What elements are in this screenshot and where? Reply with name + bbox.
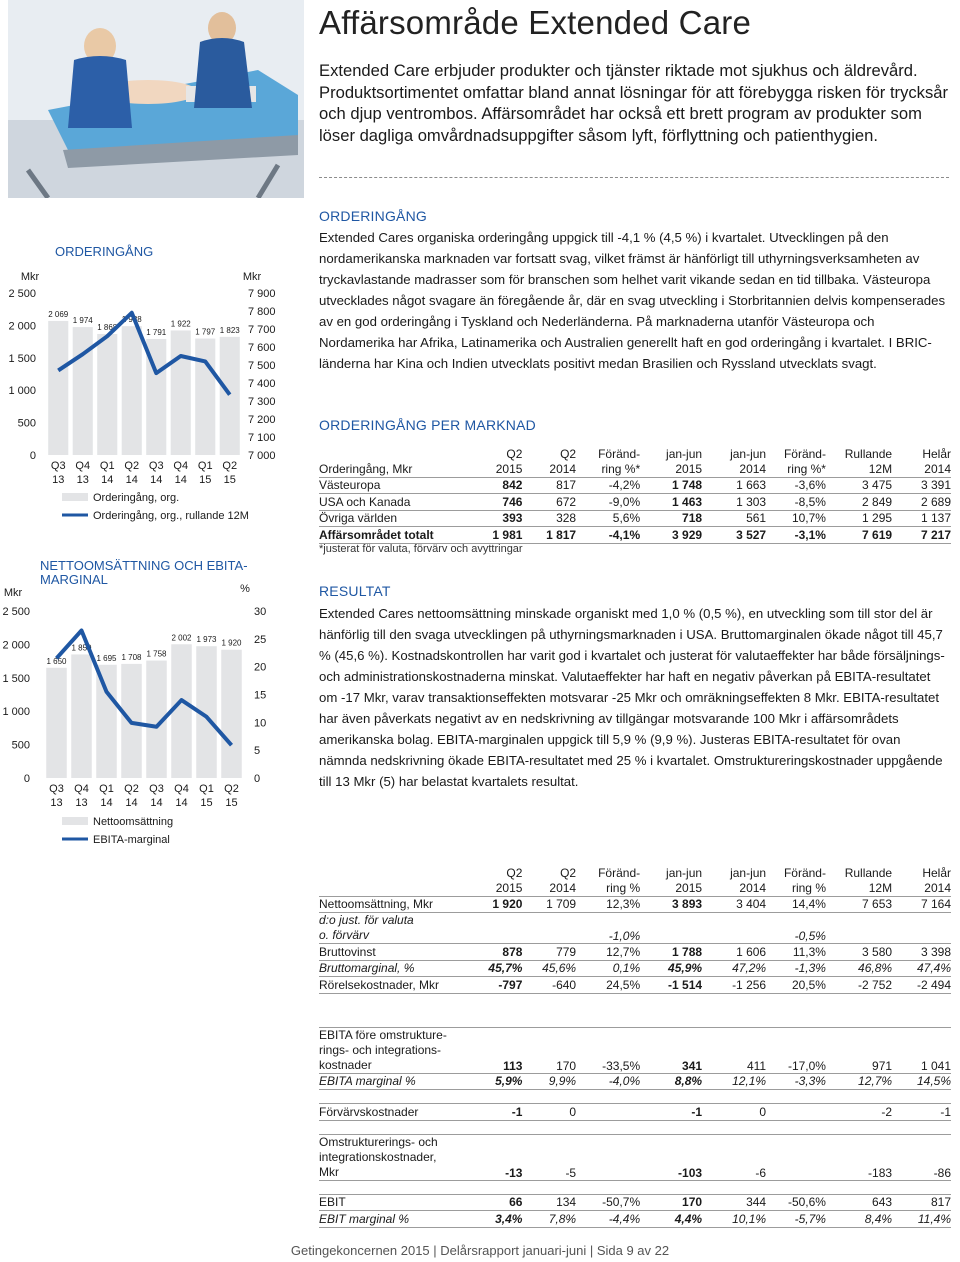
result-header-cell: Föränd- ring % [576,862,640,896]
chart2-bar-label: 1 758 [146,649,167,659]
result-cell [576,1104,640,1121]
market-cell: 2 849 [826,494,892,511]
chart1-bar [171,330,191,455]
chart1-xtick-quarter: Q1 [197,460,213,472]
market-header-cell: Helår 2014 [892,443,951,477]
result-cell: -103 [640,1134,702,1180]
result-cell: 3 404 [702,896,766,913]
market-cell: 842 [474,477,523,494]
result-cell: 1 709 [522,896,576,913]
result-cell: EBIT [319,1194,474,1211]
market-cell: 393 [474,510,523,527]
market-total-cell: 7 217 [892,527,951,544]
chart1-bar [220,337,240,455]
result-cell: 0 [702,1104,766,1121]
result-cell: 170 [640,1194,702,1211]
chart1-bar [48,321,68,455]
result-cell: Bruttomarginal, % [319,960,474,977]
chart1-bar-label: 1 791 [146,327,167,337]
market-total-cell: -4,1% [576,527,640,544]
chart2-ytick: 2 000 [2,639,30,652]
market-total-cell: -3,1% [766,527,826,544]
market-cell: 2 689 [892,494,951,511]
result-cell: -3,3% [766,1073,826,1090]
chart2-bar [171,644,192,778]
result-row [319,1194,951,1211]
chart2-xtick-quarter: Q3 [49,783,64,795]
result-cell: 45,9% [640,960,702,977]
chart2-xtick-year: 14 [100,797,113,809]
result-row [319,913,951,944]
result-cell: 817 [892,1194,951,1211]
chart2-legend-bar-swatch [62,817,88,825]
chart1-bar [195,339,215,455]
result-heading: RESULTAT [319,583,391,599]
result-cell: 878 [474,944,523,961]
chart1-ytick: 0 [29,450,36,462]
chart2-ytick: 1 500 [2,672,30,685]
result-cell: -1,3% [766,960,826,977]
market-cell: 746 [474,494,523,511]
chart1-title: ORDERINGÅNG [55,244,154,259]
market-header-cell: jan-jun 2015 [640,443,702,477]
chart1-legend-line-label: Orderingång, org., rullande 12M [93,510,249,522]
chart1-left-axis-title: Mkr [20,271,40,283]
chart1-ytick: 500 [17,417,36,430]
chart2-bar-label: 2 002 [171,633,192,643]
market-header-cell: Föränd- ring %* [766,443,826,477]
result-cell: 3 580 [826,944,892,961]
chart1-xtick-quarter: Q3 [148,460,164,472]
market-cell: 1 463 [640,494,702,511]
chart2-bar-label: 1 650 [46,656,67,666]
chart2-bar-label: 1 973 [196,635,217,645]
result-cell: 12,1% [702,1073,766,1090]
market-cell: 328 [522,510,576,527]
result-row [319,944,951,961]
result-cell: -33,5% [576,1027,640,1073]
chart1-ytick: 1 000 [8,385,36,398]
market-table-header [319,443,951,477]
result-cell: -1 [474,1104,523,1121]
result-cell: 3 893 [640,896,702,913]
chart1-bar-label: 1 823 [219,325,240,335]
market-total-cell: 1 817 [522,527,576,544]
result-table [319,862,951,1228]
market-header-cell: Rullande 12M [826,443,892,477]
result-cell: 4,4% [640,1211,702,1228]
orders-chart [0,236,300,566]
market-header-cell: jan-jun 2014 [702,443,766,477]
result-cell: Bruttovinst [319,944,474,961]
result-cell: 45,6% [522,960,576,977]
result-cell: EBIT marginal % [319,1211,474,1228]
market-total-cell: 1 981 [474,527,523,544]
chart2-y2tick: 15 [254,689,267,702]
result-cell: 643 [826,1194,892,1211]
result-row [319,1134,951,1180]
result-header-cell: Q2 2015 [474,862,523,896]
result-cell: 1 788 [640,944,702,961]
orders-text: Extended Cares organiska orderingång uppgick till -4,1 % (4,5 %) i kvartalet. Utvecklingen på den nordamerikanska marknaden var fortsatt svag, vilket främst är hänförligt till uthyrningsverksamheten av tryckavlastande madrasser som för branschen som helhet varit vikande sedan en tid tillbaka. Västeuropa utvecklades något svagare än föregående år, där en svag utveckling i Storbritannien delvis kompenserades av en god orderingång i Tyskland och Nederländerna. På marknaderna utanför Västeuropa och Nordamerika har Afrika, Latinamerika och Australien generellt haft en god orderingång i kvartalet. I BRIC-länderna har Kina och Indien utvecklats positivt medan Brasilien och Ryssland utvecklats svagt. [319,230,946,371]
result-cell: 7 164 [892,896,951,913]
chart1-y2tick: 7 200 [248,414,276,426]
result-cell: Nettoomsättning, Mkr [319,896,474,913]
result-cell [766,1104,826,1121]
chart2-y2tick: 5 [254,745,261,758]
result-cell: 5,9% [474,1073,523,1090]
chart1-xtick-year: 15 [223,474,236,486]
chart2-title-line1: NETTOOMSÄTTNING OCH EBITA- [40,558,248,573]
result-cell: 14,5% [892,1073,951,1090]
chart2-xtick-year: 14 [125,797,138,809]
result-row [319,1073,951,1090]
result-cell: 971 [826,1027,892,1073]
chart1-ytick: 2 500 [8,288,36,300]
result-cell: 47,2% [702,960,766,977]
chart1-bar-label: 1 868 [97,322,118,332]
result-row [319,896,951,913]
chart1-bar-label: 1 974 [72,316,93,326]
market-header-cell: Orderingång, Mkr [319,443,474,477]
result-cell: -1 [640,1104,702,1121]
market-cell: 5,6% [576,510,640,527]
chart1-bar [73,327,93,455]
market-row [319,494,951,511]
chart2-title-line2: MARGINAL [40,572,108,587]
market-cell: Västeuropa [319,477,474,494]
result-cell: 7,8% [522,1211,576,1228]
result-cell: Omstrukturerings- och integrationskostnader, Mkr [319,1134,474,1180]
chart2-y2tick: 30 [254,606,267,618]
result-cell: -0,5% [766,913,826,944]
chart1-bar-label: 1 922 [170,319,191,329]
result-cell: -183 [826,1134,892,1180]
market-table [319,443,951,544]
result-cell: 12,7% [826,1073,892,1090]
page-title: Affärsområde Extended Care [319,4,751,41]
result-cell: 9,9% [522,1073,576,1090]
result-row [319,960,951,977]
market-total-cell: 3 527 [702,527,766,544]
result-cell: 24,5% [576,977,640,994]
result-cell: -50,7% [576,1194,640,1211]
chart1-legend-bar-label: Orderingång, org. [93,492,180,504]
chart2-bar-label: 1 920 [221,638,242,648]
chart2-ytick: 500 [11,739,30,752]
result-cell: -4,4% [576,1211,640,1228]
result-cell [826,913,892,944]
chart1-bar-label: 1 988 [121,315,142,325]
result-header-cell: jan-jun 2014 [702,862,766,896]
chart2-xtick-year: 14 [175,797,188,809]
market-cell: 1 663 [702,477,766,494]
chart1-y2tick: 7 900 [248,288,276,300]
result-cell: -1,0% [576,913,640,944]
result-table-header [319,862,951,896]
chart2-xtick-quarter: Q1 [199,783,214,795]
chart2-bar-label: 1 708 [121,652,142,662]
result-cell [892,913,951,944]
result-header-cell: Föränd- ring % [766,862,826,896]
market-header-cell: Föränd- ring %* [576,443,640,477]
result-cell: 47,4% [892,960,951,977]
result-cell [766,1134,826,1180]
result-cell: 14,4% [766,896,826,913]
result-cell: -5 [522,1134,576,1180]
result-cell: 3 398 [892,944,951,961]
chart2-xtick-quarter: Q4 [74,783,89,795]
chart1-y2tick: 7 400 [248,378,276,390]
intro-paragraph: Extended Care erbjuder produkter och tjänster riktade mot sjukhus och äldrevård. Produktsortimentet omfattar bland annat lösningar för att förebygga risken för trycksår och djup ventrombos. Affärsområdet har också ett brett program av produkter som löser dagliga omvårdnadsuppgifter såsom lyft, förflyttning och patienthygien. [319,61,949,145]
result-row [319,1104,951,1121]
result-header-cell [319,862,474,896]
market-total-row [319,527,951,544]
market-cell: 10,7% [766,510,826,527]
chart1-right-axis-title: Mkr [242,271,262,283]
chart2-right-axis-title: % [240,583,250,595]
market-cell: 718 [640,510,702,527]
market-header-cell: Q2 2015 [474,443,523,477]
result-cell: 66 [474,1194,523,1211]
result-cell: -6 [702,1134,766,1180]
chart2-xtick-year: 15 [225,797,238,809]
chart2-bar [221,650,242,778]
sales-ebita-chart [0,556,300,856]
chart1-xtick-year: 15 [199,474,212,486]
chart2-legend-line-label: EBITA-marginal [93,834,170,846]
result-cell: -17,0% [766,1027,826,1073]
result-header-cell: Helår 2014 [892,862,951,896]
result-cell: -2 [826,1104,892,1121]
chart2-xtick-quarter: Q2 [224,783,239,795]
result-header-cell: Rullande 12M [826,862,892,896]
chart2-xtick-quarter: Q1 [99,783,114,795]
chart1-bar [97,334,117,455]
chart2-y2tick: 25 [254,633,267,646]
market-row [319,477,951,494]
result-cell: 170 [522,1027,576,1073]
chart2-ytick: 2 500 [2,606,30,618]
result-cell: 11,3% [766,944,826,961]
chart1-xtick-quarter: Q1 [99,460,115,472]
result-row [319,977,951,994]
result-cell: 45,7% [474,960,523,977]
market-footnote: *justerat för valuta, förvärv och avyttringar [319,543,523,555]
result-cell: 1 606 [702,944,766,961]
result-cell: 10,1% [702,1211,766,1228]
result-cell: -2 494 [892,977,951,994]
result-cell [522,913,576,944]
result-header-cell: jan-jun 2015 [640,862,702,896]
chart2-bar [46,668,67,778]
chart1-xtick-year: 13 [52,474,65,486]
chart2-xtick-quarter: Q3 [149,783,164,795]
chart1-bar-label: 2 069 [48,309,69,319]
chart1-y2tick: 7 500 [248,360,276,372]
header-photo [8,0,304,198]
result-cell: 0 [522,1104,576,1121]
chart1-y2tick: 7 800 [248,306,276,318]
result-cell: -4,0% [576,1073,640,1090]
result-cell: 20,5% [766,977,826,994]
result-cell: -5,7% [766,1211,826,1228]
market-cell: USA och Kanada [319,494,474,511]
market-cell: Övriga världen [319,510,474,527]
result-cell: 12,7% [576,944,640,961]
chart2-legend-bar-label: Nettoomsättning [93,816,174,828]
chart2-ytick: 0 [23,773,30,785]
result-cell [702,913,766,944]
result-group-spacer [319,1120,951,1134]
chart2-bar [96,665,117,778]
market-cell: 1 137 [892,510,951,527]
result-cell: d:o just. för valuta o. förvärv [319,913,474,944]
market-total-cell: Affärsområdet totalt [319,527,474,544]
chart2-xtick-quarter: Q2 [124,783,139,795]
market-cell: 561 [702,510,766,527]
orders-heading: ORDERINGÅNG [319,208,427,224]
result-cell [576,1134,640,1180]
result-cell: -797 [474,977,523,994]
market-cell: 1 295 [826,510,892,527]
result-cell: EBITA marginal % [319,1073,474,1090]
result-cell: 8,8% [640,1073,702,1090]
market-total-cell: 7 619 [826,527,892,544]
chart2-xtick-year: 14 [150,797,163,809]
chart2-left-axis-title: Mkr [3,587,23,599]
result-cell: 341 [640,1027,702,1073]
chart1-xtick-year: 13 [76,474,89,486]
result-cell: 1 041 [892,1027,951,1073]
market-cell: -3,6% [766,477,826,494]
result-cell: 3,4% [474,1211,523,1228]
chart1-y2tick: 7 600 [248,342,276,354]
chart1-xtick-year: 14 [174,474,187,486]
chart1-y2tick: 7 000 [248,450,276,462]
chart2-xtick-quarter: Q4 [174,783,189,795]
chart1-bar-label: 1 797 [195,327,216,337]
chart1-xtick-quarter: Q4 [173,460,189,472]
result-cell: 779 [522,944,576,961]
chart2-bar-label: 1 850 [71,643,92,653]
chart1-ytick: 2 000 [8,320,36,333]
result-cell: 344 [702,1194,766,1211]
market-row [319,510,951,527]
chart2-y2tick: 20 [254,661,267,674]
result-cell: -640 [522,977,576,994]
market-cell: 1 303 [702,494,766,511]
market-cell: 817 [522,477,576,494]
chart1-xtick-year: 14 [125,474,138,486]
chart2-xtick-year: 15 [200,797,213,809]
result-cell: 8,4% [826,1211,892,1228]
result-cell: 11,4% [892,1211,951,1228]
result-text: Extended Cares nettoomsättning minskade organiskt med 1,0 % (0,5 %), en utveckling som till stor del är hänförlig till den svaga utvecklingen på uthyrningsmarknaden i USA. Bruttomarginalen ökade något till 45,7 % (45,6 %). Kostnadskontrollen har varit god i kvartalet och justerat för valutaeffekter har både försäljnings- och administrationskostnaderna minskat. Valutaeffekter har haft en negativ påverkan på EBITA-resultatet om -17 Mkr, varav transaktionseffekten motsvarar -25 Mkr och omräkningseffekten 8 Mkr. EBITA-resultatet har även påverkats negativt av en nedskrivning av tillgängar motsvarande 100 Mkr i affärsområdets amerikanska bolag. EBITA-marginalen uppgick till 5,9 % (9,9 %). Justeras EBITA-resultatet för ovan nämnda nedskrivning ökade EBITA-resultatet med 25 % i kvartalet. Omstruktureringskostnader uppgående till 13 Mkr (5) har belastat kvartalets resultat. [319,606,945,789]
result-header-cell: Q2 2014 [522,862,576,896]
chart1-y2tick: 7 700 [248,324,276,336]
chart2-bar-label: 1 695 [96,653,117,663]
chart2-xtick-year: 13 [50,797,63,809]
result-group-spacer [319,993,951,1027]
market-total-cell: 3 929 [640,527,702,544]
market-cell: -8,5% [766,494,826,511]
photo-illustration [8,0,304,198]
result-cell: 46,8% [826,960,892,977]
chart1-xtick-year: 14 [101,474,114,486]
result-cell: Förvärvskostnader [319,1104,474,1121]
result-cell: -1 [892,1104,951,1121]
result-row [319,1211,951,1228]
chart1-xtick-quarter: Q2 [222,460,238,472]
chart1-bar [122,326,142,455]
result-cell: EBITA före omstrukture- rings- och integrations- kostnader [319,1027,474,1073]
result-group-spacer [319,1180,951,1194]
result-cell: Rörelsekostnader, Mkr [319,977,474,994]
market-cell: 3 475 [826,477,892,494]
chart2-y2tick: 0 [254,773,261,785]
market-heading: ORDERINGÅNG PER MARKNAD [319,417,536,433]
result-cell: -2 752 [826,977,892,994]
chart1-legend-bar-swatch [62,493,88,501]
result-cell: -1 514 [640,977,702,994]
chart1-xtick-quarter: Q3 [50,460,66,472]
result-cell: 7 653 [826,896,892,913]
result-cell: 134 [522,1194,576,1211]
page-footer: Getingekoncernen 2015 | Delårsrapport januari-juni | Sida 9 av 22 [290,1243,670,1258]
chart1-xtick-quarter: Q4 [75,460,91,472]
result-cell: -50,6% [766,1194,826,1211]
result-cell: -86 [892,1134,951,1180]
result-cell [474,913,523,944]
result-cell [640,913,702,944]
market-header-cell: Q2 2014 [522,443,576,477]
chart2-ytick: 1 000 [2,706,30,719]
chart2-bar [71,654,92,778]
chart1-xtick-year: 14 [150,474,163,486]
result-cell: -1 256 [702,977,766,994]
result-row [319,1027,951,1073]
result-cell: 12,3% [576,896,640,913]
market-cell: -9,0% [576,494,640,511]
section-divider [319,177,949,178]
chart1-y2tick: 7 100 [248,432,276,444]
result-cell: -13 [474,1134,523,1180]
result-cell: 1 920 [474,896,523,913]
market-cell: -4,2% [576,477,640,494]
market-cell: 1 748 [640,477,702,494]
chart1-y2tick: 7 300 [248,396,276,408]
chart1-xtick-quarter: Q2 [124,460,140,472]
chart2-y2tick: 10 [254,717,267,730]
result-cell: 113 [474,1027,523,1073]
market-cell: 3 391 [892,477,951,494]
result-group-spacer [319,1090,951,1104]
chart2-xtick-year: 13 [75,797,88,809]
result-cell: 0,1% [576,960,640,977]
market-cell: 672 [522,494,576,511]
result-cell: 411 [702,1027,766,1073]
chart1-ytick: 1 500 [8,352,36,365]
